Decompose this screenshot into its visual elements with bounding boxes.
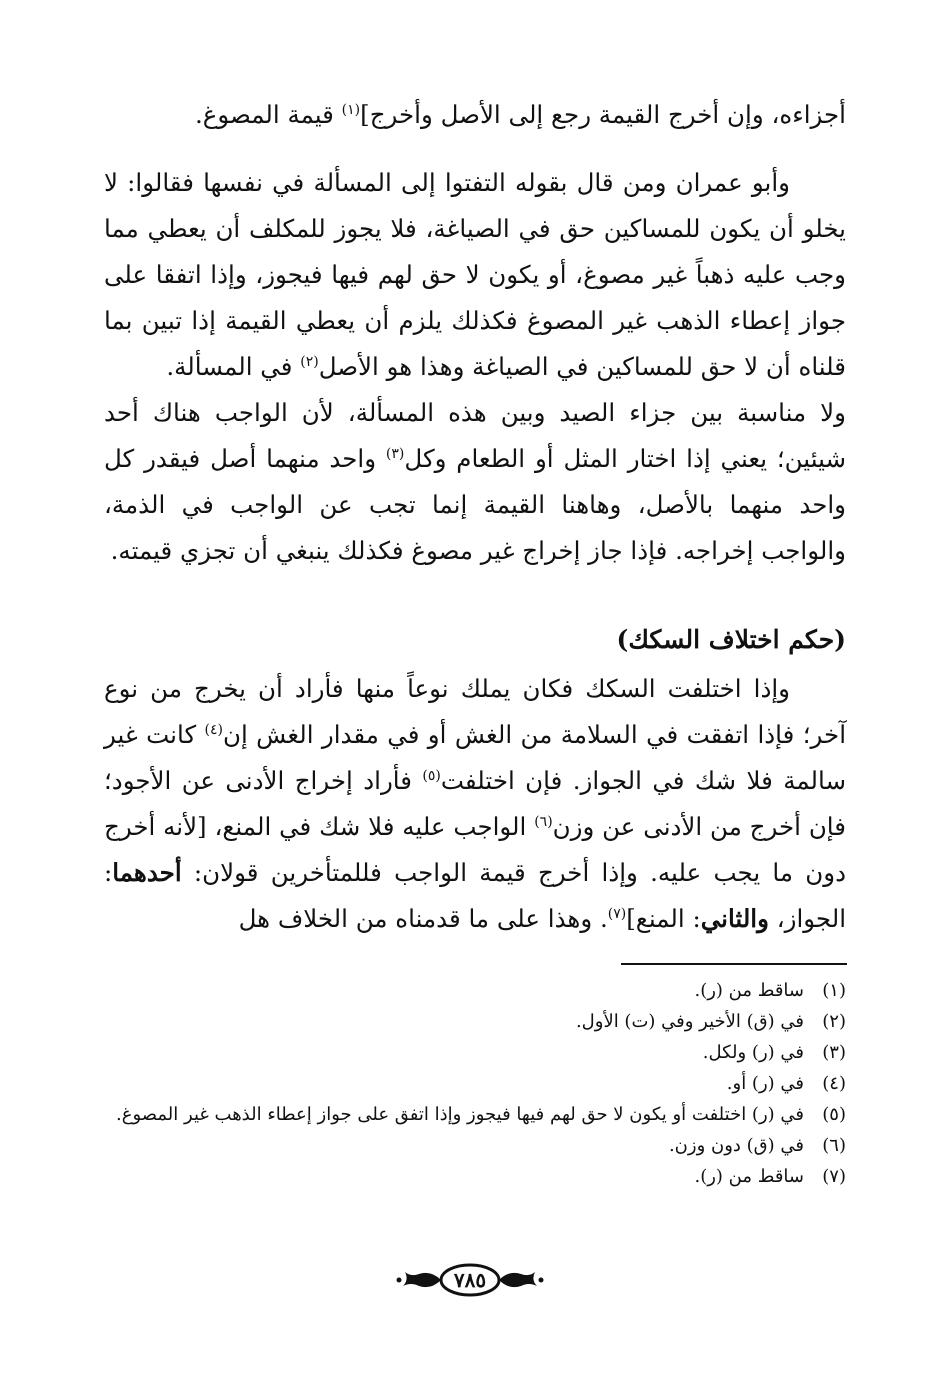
footnote-number: (٦) — [822, 1135, 846, 1156]
paragraph-text: أجزاءه، وإن أخرج القيمة رجع إلى الأصل وأخرج] — [360, 100, 846, 129]
footnote-ref-3[interactable]: (٣) — [385, 445, 405, 462]
footnote-item — [104, 1037, 846, 1068]
paragraph-text: قيمة المصوغ. — [194, 100, 342, 129]
footnote-ref-5[interactable]: (٥) — [422, 767, 441, 784]
footnote-ref-7[interactable]: (٧) — [607, 905, 627, 922]
footnote-ref-2[interactable]: (٢) — [300, 353, 319, 370]
footnote-item — [104, 1130, 846, 1161]
paragraph-text: : المنع] — [626, 904, 701, 933]
paragraph-1 — [104, 92, 846, 138]
paragraph-text: في المسألة. — [166, 352, 301, 381]
footnote-ref-6[interactable]: (٦) — [534, 813, 553, 830]
paragraph-text: فأراد إخراج الأدنى عن الأجود؛ فإن أخرج من الأدنى عن وزن — [104, 766, 846, 841]
footnotes — [104, 975, 846, 1192]
paragraph-text: وأبو عمران ومن قال بقوله التفتوا إلى المسألة في نفسها فقالوا: لا يخلو أن يكون للمساكين حق في الصياغة، فلا يجوز للمكلف أن يعطي مما وجب عليه ذهباً غير مصوغ، أو يكون لا حق لهم فيها فيجوز، وإذا اتفقا على جواز إعطاء الذهب غير المصوغ فكذلك يلزم أن يعطي القيمة إذا تبين بما قلناه أن لا حق للمساكين في الصياغة وهذا هو الأصل — [104, 168, 846, 381]
paragraph-3 — [104, 390, 846, 574]
footnote-item — [104, 1161, 846, 1192]
paragraph-text: الواجب عليه فلا شك في المنع، [لأنه أخرج دون ما يجب عليه. وإذا أخرج قيمة الواجب فللمتأخرين قولان: — [104, 812, 846, 887]
footnote-divider — [621, 963, 847, 965]
section-heading: (حكم اختلاف السكك) — [616, 625, 846, 654]
paragraph-2 — [104, 160, 846, 390]
page-number-ornament — [395, 1260, 545, 1300]
footnote-ref-1[interactable]: (١) — [341, 101, 361, 118]
paragraph-text: واحد منهما أصل فيقدر كل واحد منهما بالأصل، وهاهنا القيمة إنما تجب عن الواجب في الذمة، والواجب إخراجه. فإذا جاز إخراج غير مصوغ فكذلك ينبغي أن تجزي قيمته. — [104, 444, 846, 565]
footnote-number: (٧) — [822, 1166, 846, 1187]
footnote-item — [104, 1099, 846, 1130]
footnote-number: (٥) — [822, 1104, 846, 1125]
bold-term-first: أحدهما — [112, 858, 182, 887]
footnote-text: في (ر) ولكل. — [702, 1042, 804, 1063]
footnote-item — [104, 1006, 846, 1037]
footnote-text: في (ق) الأخير وفي (ت) الأول. — [575, 1011, 804, 1032]
footnote-text: في (ر) أو. — [726, 1073, 804, 1094]
paragraph-text: : الجواز، — [104, 858, 846, 933]
page-body — [104, 92, 846, 942]
paragraph-4 — [104, 666, 846, 942]
bold-term-second: والثاني — [700, 904, 769, 933]
footnote-item — [104, 975, 846, 1006]
footnote-text: في (ر) اختلفت أو يكون لا حق لهم فيها فيجوز وإذا اتفق على جواز إعطاء الذهب غير المصوغ. — [116, 1104, 804, 1125]
footnote-number: (١) — [822, 980, 846, 1001]
footnote-number: (٣) — [822, 1042, 846, 1063]
footnote-text: ساقط من (ر). — [694, 1166, 804, 1187]
footnote-text: في (ق) دون وزن. — [668, 1135, 804, 1156]
paragraph-text: كانت غير سالمة فلا شك في الجواز. فإن اختلفت — [104, 720, 847, 795]
footnote-item — [104, 1068, 846, 1099]
footnote-number: (٤) — [822, 1073, 846, 1094]
page-number: ٧٨٥ — [453, 1268, 487, 1292]
footnote-text: ساقط من (ر). — [694, 980, 804, 1001]
paragraph-text: . وهذا على ما قدمناه من الخلاف هل — [238, 904, 608, 933]
footnote-number: (٢) — [822, 1011, 846, 1032]
paragraph-text: وإذا اختلفت السكك فكان يملك نوعاً منها فأراد أن يخرج من نوع آخر؛ فإذا اتفقت في السلامة من الغش أو في مقدار الغش إن — [104, 674, 847, 749]
paragraph-text: ولا مناسبة بين جزاء الصيد وبين هذه المسألة، لأن الواجب هناك أحد شيئين؛ يعني إذا اختار المثل أو الطعام وكل — [104, 398, 847, 473]
footnote-ref-4[interactable]: (٤) — [204, 721, 223, 738]
